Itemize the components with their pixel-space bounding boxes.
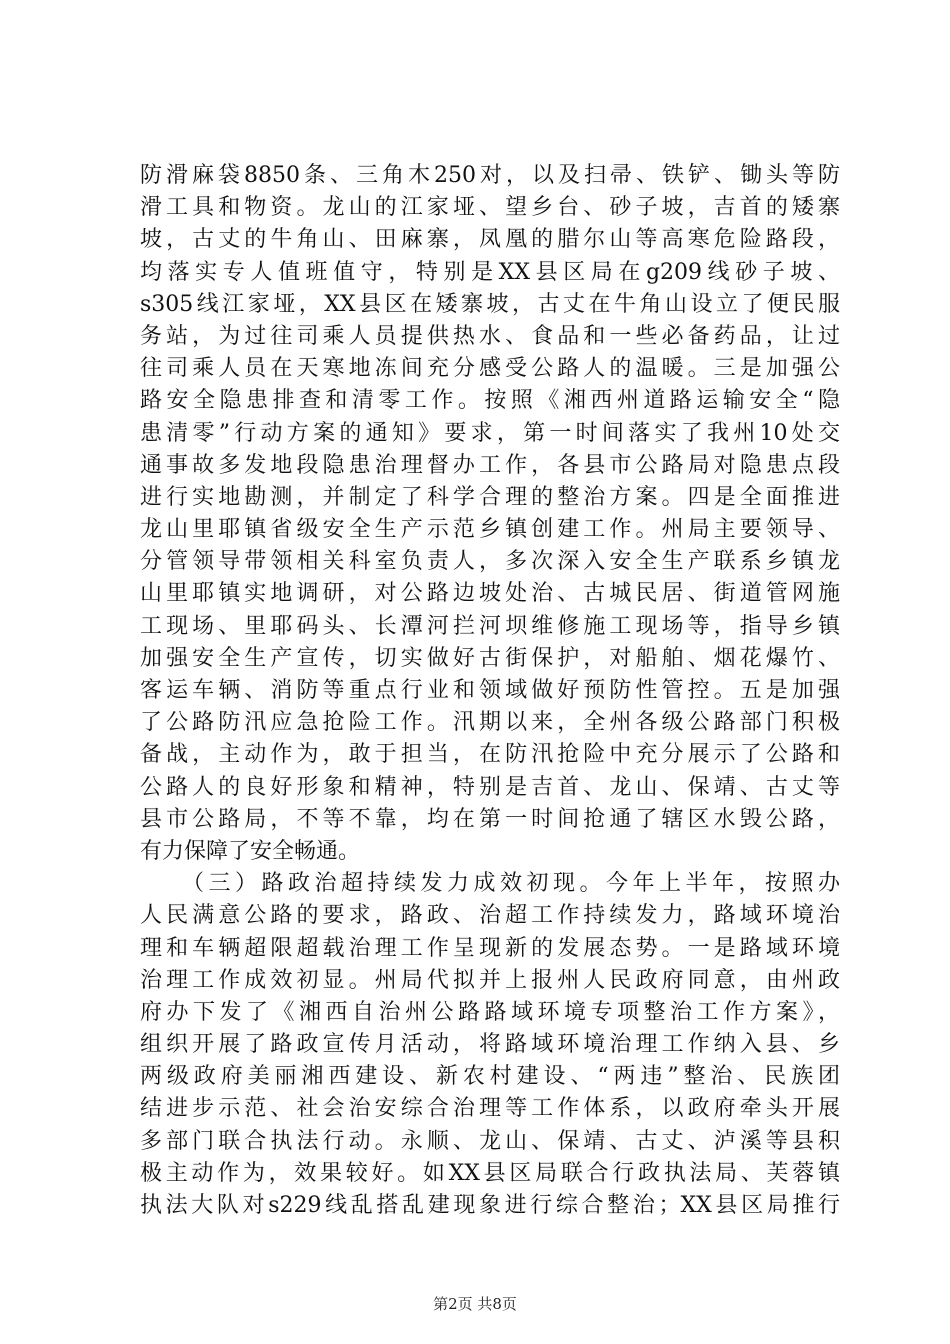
- text-line: 多部门联合执法行动。永顺、龙山、保靖、古丈、泸溪等县积: [140, 1128, 840, 1154]
- text-line: 路安全隐患排查和清零工作。按照《湘西州道路运输安全“隐: [140, 388, 840, 414]
- text-line: 防滑麻袋8850条、三角木250对，以及扫帚、铁铲、锄头等防: [140, 163, 840, 188]
- text-line: 极主动作为，效果较好。如XX县区局联合行政执法局、芙蓉镇: [140, 1160, 840, 1186]
- text-line: 加强安全生产宣传，切实做好古街保护，对船舶、烟花爆竹、: [140, 645, 840, 671]
- text-line: 了公路防汛应急抢险工作。汛期以来，全州各级公路部门积极: [140, 710, 840, 736]
- text-line: 组织开展了路政宣传月活动，将路域环境治理工作纳入县、乡: [140, 1032, 840, 1058]
- text-line: 备战，主动作为，敢于担当，在防汛抢险中充分展示了公路和: [140, 742, 840, 768]
- text-line: 结进步示范、社会治安综合治理等工作体系，以政府牵头开展: [140, 1096, 840, 1122]
- text-line: 龙山里耶镇省级安全生产示范乡镇创建工作。州局主要领导、: [140, 517, 840, 543]
- text-line: 执法大队对s229线乱搭乱建现象进行综合整治；XX县区局推行: [140, 1193, 840, 1218]
- text-line: 府办下发了《湘西自治州公路路域环境专项整治工作方案》，: [140, 999, 840, 1025]
- body-text: [140, 160, 840, 1222]
- text-line: 两级政府美丽湘西建设、新农村建设、“两违”整治、民族团: [140, 1064, 840, 1090]
- text-line: 坡，古丈的牛角山、田麻寨，凤凰的腊尔山等高寒危险路段，: [140, 227, 840, 253]
- text-line: 公路人的良好形象和精神，特别是吉首、龙山、保靖、古丈等: [140, 774, 840, 800]
- text-line: 有力保障了安全畅通。: [140, 838, 361, 864]
- text-line: 理和车辆超限超载治理工作呈现新的发展态势。一是路域环境: [140, 935, 840, 961]
- text-line: 人民满意公路的要求，路政、治超工作持续发力，路域环境治: [140, 903, 840, 929]
- text-line: 务站，为过往司乘人员提供热水、食品和一些必备药品，让过: [140, 323, 840, 349]
- text-line: 县市公路局，不等不靠，均在第一时间抢通了辖区水毁公路，: [140, 806, 840, 832]
- text-line: 分管领导带领相关科室负责人，多次深入安全生产联系乡镇龙: [140, 549, 840, 575]
- text-line: 工现场、里耶码头、长潭河拦河坝维修施工现场等，指导乡镇: [140, 613, 840, 639]
- text-line: 患清零”行动方案的通知》要求，第一时间落实了我州10处交: [140, 420, 840, 446]
- text-line: 治理工作成效初显。州局代拟并上报州人民政府同意，由州政: [140, 967, 840, 993]
- text-line: s305线江家垭，XX县区在矮寨坡，古丈在牛角山设立了便民服: [140, 291, 840, 317]
- text-line: 客运车辆、消防等重点行业和领域做好预防性管控。五是加强: [140, 678, 840, 703]
- text-line: 进行实地勘测，并制定了科学合理的整治方案。四是全面推进: [140, 484, 840, 510]
- text-line: 滑工具和物资。龙山的江家垭、望乡台、砂子坡，吉首的矮寨: [140, 195, 840, 221]
- text-line: 通事故多发地段隐患治理督办工作，各县市公路局对隐患点段: [140, 452, 840, 478]
- text-line: 山里耶镇实地调研，对公路边坡处治、古城民居、街道管网施: [140, 581, 840, 607]
- page-footer: 第2页 共8页: [433, 1295, 517, 1313]
- text-line: 往司乘人员在天寒地冻间充分感受公路人的温暖。三是加强公: [140, 356, 840, 382]
- text-line: 均落实专人值班值守，特别是XX县区局在g209线砂子坡、: [140, 259, 840, 285]
- text-line: （三）路政治超持续发力成效初现。今年上半年，按照办: [140, 871, 840, 897]
